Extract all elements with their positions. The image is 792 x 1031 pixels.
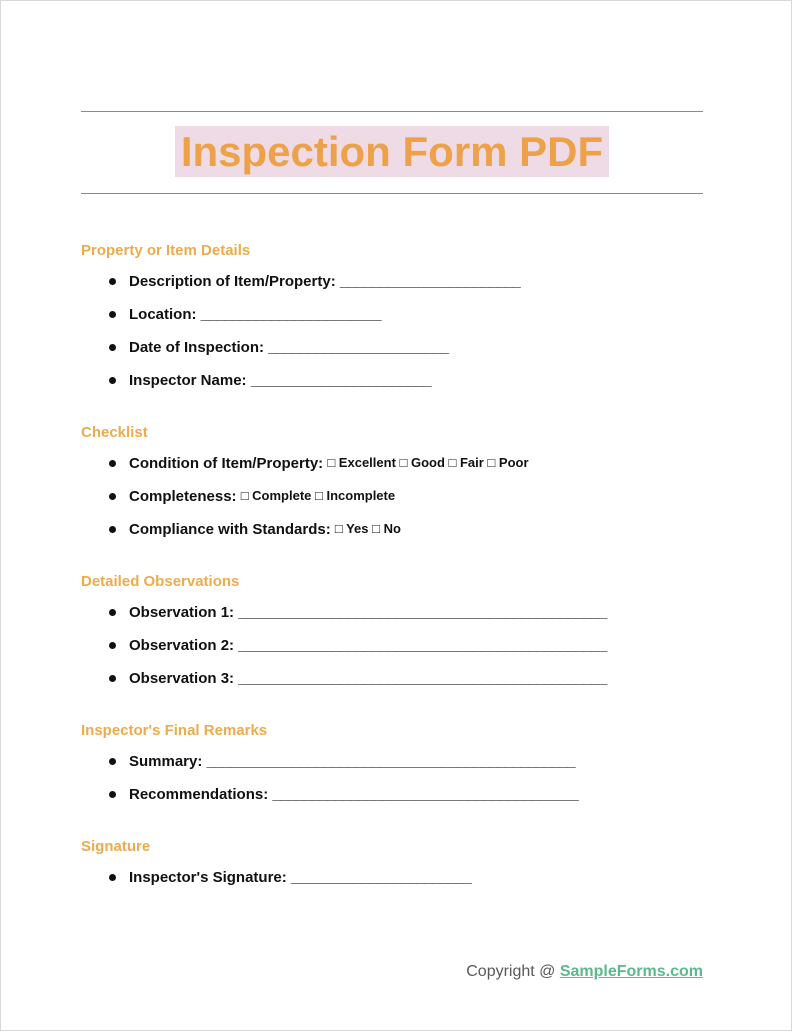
- field-label: Inspector's Signature:: [129, 869, 287, 887]
- field-blank-line[interactable]: _______________________________________________: [206, 753, 576, 771]
- section-list-signature: [81, 869, 703, 887]
- field-label: Completeness:: [129, 488, 237, 506]
- field-label: Location:: [129, 306, 197, 324]
- field-blank-line[interactable]: _______________________: [339, 273, 521, 291]
- copyright-text: Copyright @: [466, 963, 560, 980]
- field-label: Compliance with Standards:: [129, 521, 331, 539]
- field-blank-line[interactable]: _______________________: [250, 372, 432, 390]
- list-item: [81, 786, 703, 804]
- bullet-icon: [109, 460, 116, 467]
- list-item: [81, 372, 703, 390]
- section-heading-signature: Signature: [81, 838, 151, 856]
- field-blank-line[interactable]: _______________________: [290, 869, 472, 887]
- bullet-icon: [109, 526, 116, 533]
- page-title: Inspection Form PDF: [175, 126, 609, 177]
- bullet-icon: [109, 874, 116, 881]
- section-list-property-or-item-details: [81, 273, 703, 390]
- document-content: [81, 1, 703, 902]
- checkbox-options[interactable]: □ Complete □ Incomplete: [240, 488, 396, 504]
- field-label: Observation 2:: [129, 637, 235, 655]
- field-blank-line[interactable]: _______________________________________________: [238, 637, 607, 655]
- section-heading-detailed-observations: Detailed Observations: [81, 573, 240, 591]
- section-list-checklist: [81, 455, 703, 539]
- list-item: [81, 273, 703, 291]
- bullet-icon: [109, 675, 116, 682]
- list-item: [81, 339, 703, 357]
- bullet-icon: [109, 493, 116, 500]
- field-blank-line[interactable]: _______________________________________: [272, 786, 579, 804]
- bullet-icon: [109, 791, 116, 798]
- checkbox-options[interactable]: □ Yes □ No: [334, 521, 401, 537]
- checkbox-options[interactable]: □ Excellent □ Good □ Fair □ Poor: [327, 455, 529, 471]
- list-item: [81, 455, 703, 473]
- field-label: Condition of Item/Property:: [129, 455, 324, 473]
- bullet-icon: [109, 758, 116, 765]
- field-blank-line[interactable]: _______________________________________________: [238, 670, 607, 688]
- list-item: [81, 604, 703, 622]
- bullet-icon: [109, 311, 116, 318]
- list-item: [81, 869, 703, 887]
- field-label: Description of Item/Property:: [129, 273, 336, 291]
- field-label: Observation 3:: [129, 670, 235, 688]
- section-heading-checklist: Checklist: [81, 424, 148, 442]
- field-label: Summary:: [129, 753, 203, 771]
- field-blank-line[interactable]: _______________________: [200, 306, 382, 324]
- bullet-icon: [109, 377, 116, 384]
- list-item: [81, 753, 703, 771]
- list-item: [81, 670, 703, 688]
- bullet-icon: [109, 344, 116, 351]
- list-item: [81, 488, 703, 506]
- section-list-detailed-observations: [81, 604, 703, 688]
- section-list-inspectors-final-remarks: [81, 753, 703, 804]
- bullet-icon: [109, 609, 116, 616]
- field-label: Recommendations:: [129, 786, 269, 804]
- footer: [81, 963, 703, 981]
- section-heading-property-or-item-details: Property or Item Details: [81, 242, 251, 260]
- list-item: [81, 521, 703, 539]
- field-blank-line[interactable]: _______________________________________________: [238, 604, 607, 622]
- bullet-icon: [109, 278, 116, 285]
- field-label: Observation 1:: [129, 604, 235, 622]
- document-title-block: [81, 111, 703, 194]
- brand-link[interactable]: SampleForms.com: [559, 963, 703, 980]
- field-label: Inspector Name:: [129, 372, 247, 390]
- field-blank-line[interactable]: _______________________: [268, 339, 449, 357]
- list-item: [81, 637, 703, 655]
- list-item: [81, 306, 703, 324]
- field-label: Date of Inspection:: [129, 339, 265, 357]
- bullet-icon: [109, 642, 116, 649]
- section-heading-inspectors-final-remarks: Inspector's Final Remarks: [81, 722, 268, 740]
